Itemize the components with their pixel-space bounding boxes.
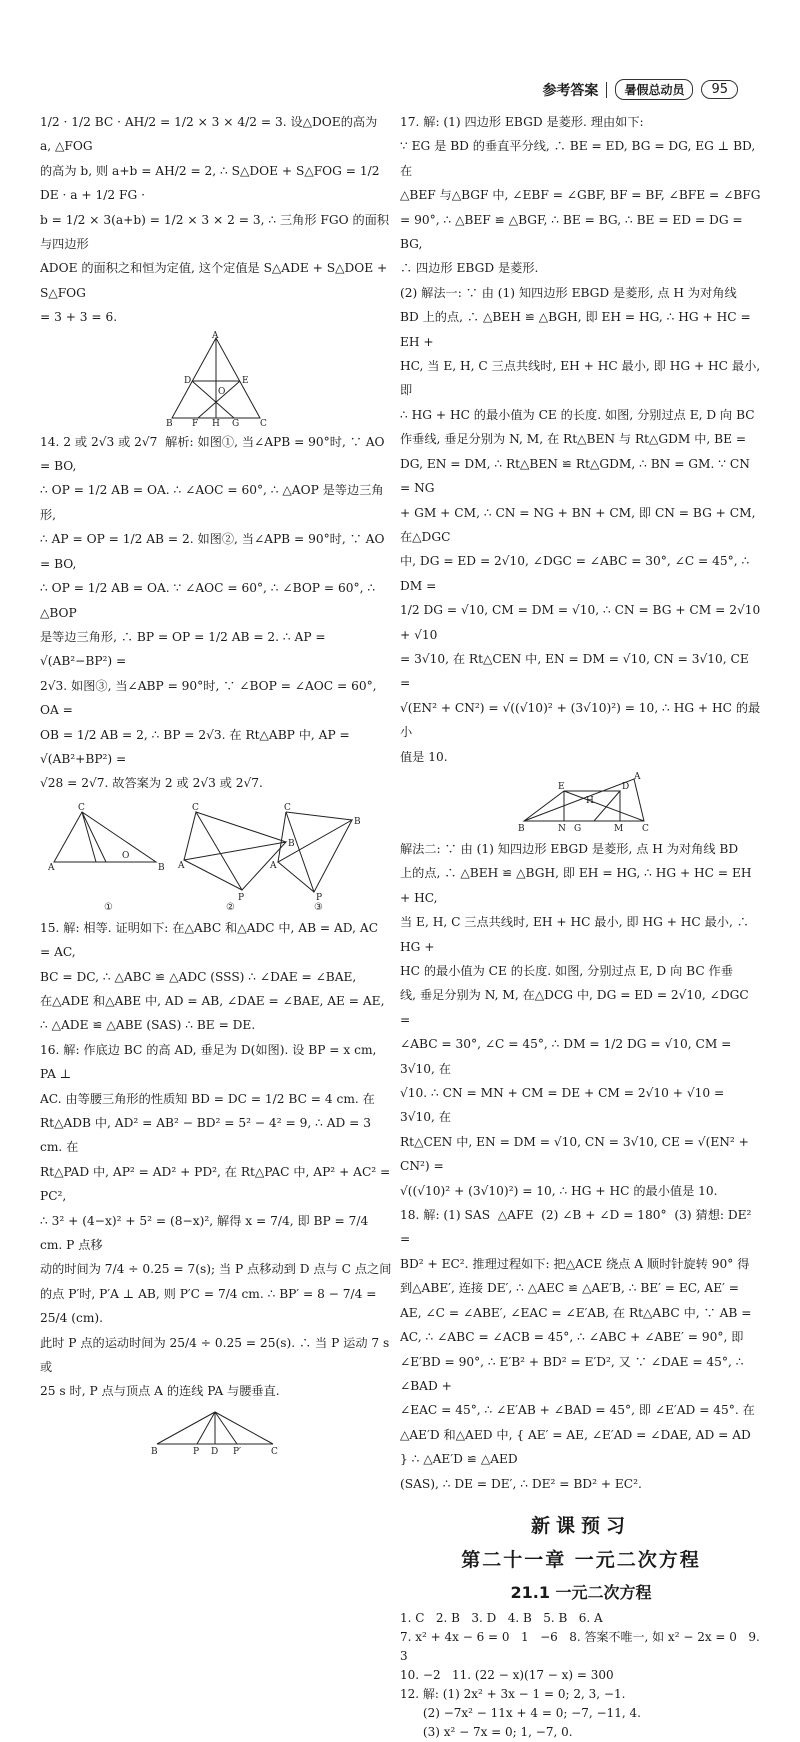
svg-text:D: D	[211, 1446, 219, 1457]
text-line: Rt△ADB 中, AD² = AB² − BD² = 5² − 4² = 9, ∴ AD = 3 cm. 在	[40, 1116, 375, 1155]
svg-text:G: G	[574, 823, 582, 834]
svg-text:H: H	[212, 418, 220, 429]
text-line: 值是 10.	[400, 749, 448, 764]
svg-text:A: A	[212, 330, 219, 341]
answer-list	[400, 1609, 762, 1742]
text-line: 中, DG = ED = 2√10, ∠DGC = ∠ABC = 30°, ∠C = 45°, ∴ DM =	[400, 554, 754, 593]
text-line: 14. 2 或 2√3 或 2√7 解析: 如图①, 当∠APB = 90°时, ∵ AO = BO,	[40, 434, 389, 474]
text-line: 15. 解: 相等. 证明如下: 在△ABC 和△ADC 中, AB = AD, AC = AC,	[40, 920, 382, 960]
problem-13-text	[40, 110, 392, 330]
text-line: ∴ HG + HC 的最小值为 CE 的长度. 如图, 分别过点 E, D 向 BC	[400, 407, 755, 422]
text-line: BD² + EC². 推理过程如下: 把△ACE 绕点 A 顺时针旋转 90° 得	[400, 1256, 750, 1271]
problem-16-text	[40, 1038, 395, 1404]
text-line: 到△ABE′, 连接 DE′, ∴ △AEC ≌ △AE′B, ∴ BE′ = EC, AE′ =	[400, 1281, 739, 1296]
svg-text:P: P	[193, 1446, 200, 1457]
answer-line: 12. 解: (1) 2x² + 3x − 1 = 0; 2, 3, −1.	[400, 1687, 626, 1702]
text-line: DG, EN = DM, ∴ Rt△BEN ≌ Rt△GDM, ∴ BN = GM. ∵ CN = NG	[400, 456, 754, 496]
answer-line: 10. −2 11. (22 − x)(17 − x) = 300	[400, 1668, 614, 1683]
problem-15-text	[40, 916, 392, 1038]
text-line: 1/2 · 1/2 BC · AH/2 = 1/2 × 3 × 4/2 = 3. 设△DOE的高为 a, △FOG	[40, 115, 382, 154]
header-divider	[606, 82, 607, 98]
svg-text:C: C	[271, 1446, 278, 1457]
svg-text:M: M	[614, 823, 624, 834]
section-title: 新课预习	[530, 1514, 631, 1537]
text-line: 此时 P 点的运动时间为 25/4 ÷ 0.25 = 25(s). ∴ 当 P 运动 7 s 或	[40, 1335, 394, 1375]
svg-text:P′: P′	[233, 1446, 242, 1457]
svg-text:D: D	[184, 375, 192, 386]
right-column	[400, 110, 765, 1742]
problem-14-text	[40, 430, 392, 796]
text-line: ADOE 的面积之和恒为定值, 这个定值是 S△ADE + S△DOE + S△FOG	[40, 261, 392, 300]
problem-17-method-1	[400, 110, 765, 769]
svg-text:B: B	[151, 1446, 158, 1457]
svg-text:E: E	[242, 375, 249, 386]
figure-label-1: ①	[104, 901, 113, 913]
text-line: 18. 解: (1) SAS △AFE (2) ∠B + ∠D = 180° (3) 猜想: DE² =	[400, 1208, 756, 1247]
header-answer-label: 参考答案	[542, 82, 599, 99]
text-line: 16. 解: 作底边 BC 的高 AD, 垂足为 D(如图). 设 BP = x cm, PA ⊥	[40, 1042, 381, 1082]
text-line: = 3√10, 在 Rt△CEN 中, EN = DM = √10, CN = 3√10, CE =	[400, 651, 753, 691]
svg-text:C: C	[642, 823, 649, 834]
svg-text:C: C	[78, 802, 85, 813]
text-line: 的点 P′时, P′A ⊥ AB, 则 P′C = 7/4 cm. ∴ BP′ = 8 − 7/4 = 25/4 (cm).	[40, 1286, 381, 1326]
svg-text:C: C	[284, 802, 291, 813]
answer-line: 7. x² + 4x − 6 = 0 1 −6 8. 答案不唯一, 如 x² − 2x = 0 9. 3	[400, 1630, 764, 1664]
svg-text:O: O	[218, 386, 226, 397]
svg-text:C: C	[260, 418, 267, 429]
svg-text:H: H	[586, 795, 594, 806]
isosceles-diagram-16	[151, 1408, 281, 1456]
text-line: BC = DC, ∴ △ABC ≌ △ADC (SSS) ∴ ∠DAE = ∠BAE,	[40, 969, 357, 984]
answer-line: (3) x² − 7x = 0; 1, −7, 0.	[400, 1725, 573, 1740]
left-column	[40, 110, 395, 1460]
text-line: ∠E′BD = 90°, ∴ E′B² + BD² = E′D², 又 ∵ ∠DAE = 45°, ∴ ∠BAD +	[400, 1354, 748, 1393]
text-line: △BEF 与△BGF 中, ∠EBF = ∠GBF, BF = BF, ∠BFE = ∠BFG	[400, 188, 761, 203]
text-line: ∴ 四边形 EBGD 是菱形.	[400, 261, 539, 276]
text-line: 上的点, ∴ △BEH ≌ △BGH, 即 EH = HG, ∴ HG + HC = EH + HC,	[400, 866, 756, 905]
lesson-title: 21.1 一元二次方程	[510, 1582, 652, 1602]
text-line: AE, ∠C = ∠ABE′, ∠EAC = ∠E′AB, 在 Rt△ABC 中, ∵ AB =	[400, 1305, 752, 1320]
text-line: 25 s 时, P 点与顶点 A 的连线 PA 与腰垂直.	[40, 1384, 280, 1399]
text-line: Rt△CEN 中, EN = DM = √10, CN = 3√10, CE = √(EN² + CN²) =	[400, 1134, 753, 1174]
svg-text:G: G	[232, 418, 240, 429]
rhombus-diagram-17	[516, 771, 649, 834]
chapter-title: 第二十一章 一元二次方程	[461, 1549, 701, 1572]
text-line: ∴ OP = 1/2 AB = OA. ∴ ∠AOC = 60°, ∴ △AOP 是等边三角形,	[40, 483, 384, 522]
text-line: HC 的最小值为 CE 的长度. 如图, 分别过点 E, D 向 BC 作垂	[400, 964, 733, 978]
text-line: ∴ AP = OP = 1/2 AB = 2. 如图②, 当∠APB = 90°时, ∵ AO = BO,	[40, 532, 389, 571]
text-line: 在△ADE 和△ABE 中, AD = AB, ∠DAE = ∠BAE, AE = AE,	[40, 993, 385, 1008]
problem-18-text	[400, 1203, 762, 1496]
text-line: Rt△PAD 中, AP² = AD² + PD², 在 Rt△PAC 中, AP² + AC² = PC²,	[40, 1164, 395, 1204]
page-header	[542, 79, 738, 100]
header-book-title: 暑假总动员	[615, 79, 693, 100]
answer-line: 1. C 2. B 3. D 4. B 5. B 6. A	[400, 1611, 603, 1626]
svg-text:B: B	[166, 418, 173, 429]
text-line: √((√10)² + (3√10)²) = 10, ∴ HG + HC 的最小值是 10.	[400, 1183, 718, 1198]
text-line: ∴ 3² + (4−x)² + 5² = (8−x)², 解得 x = 7/4, 即 BP = 7/4 cm. P 点移	[40, 1213, 373, 1253]
svg-text:P: P	[238, 892, 245, 903]
text-line: △AE′D 和△AED 中, { AE′ = AE, ∠E′AD = ∠DAE, AD = AD } ∴ △AE′D ≌ △AED	[400, 1427, 755, 1467]
svg-text:F: F	[192, 418, 199, 429]
text-line: AC, ∴ ∠ABC = ∠ACB = 45°, ∴ ∠ABC + ∠ABE′ = 90°, 即	[400, 1330, 744, 1345]
text-line: = 3 + 3 = 6.	[40, 310, 118, 325]
text-line: + GM + CM, ∴ CN = NG + BN + CM, 即 CN = BG + CM, 在△DGC	[400, 505, 760, 544]
text-line: 17. 解: (1) 四边形 EBGD 是菱形. 理由如下:	[400, 115, 644, 129]
text-line: 1/2 DG = √10, CM = DM = √10, ∴ CN = BG + CM = 2√10 + √10	[400, 603, 765, 642]
text-line: 作垂线, 垂足分别为 N, M, 在 Rt△BEN 与 Rt△GDM 中, BE =	[400, 432, 747, 447]
figures-14	[46, 800, 386, 912]
figure-label-2: ②	[226, 901, 235, 913]
text-line: HC, 当 E, H, C 三点共线时, EH + HC 最小, 即 HG + HC 最小, 即	[400, 359, 765, 398]
svg-text:B: B	[158, 862, 165, 873]
text-line: b = 1/2 × 3(a+b) = 1/2 × 3 × 2 = 3, ∴ 三角形 FGO 的面积与四边形	[40, 212, 390, 252]
text-line: ∠EAC = 45°, ∴ ∠E′AB + ∠BAD = 45°, 即 ∠E′AD = 45°. 在	[400, 1403, 755, 1418]
text-line: 的高为 b, 则 a+b = AH/2 = 2, ∴ S△DOE + S△FOG = 1/2 DE · a + 1/2 FG ·	[40, 163, 384, 203]
text-line: (SAS), ∴ DE = DE′, ∴ DE² = BD² + EC².	[400, 1476, 642, 1491]
svg-text:O: O	[122, 850, 130, 861]
figure-label-3: ③	[314, 901, 323, 913]
text-line: 2√3. 如图③, 当∠ABP = 90°时, ∵ ∠BOP = ∠AOC = 60°, OA =	[40, 678, 381, 718]
text-line: 动的时间为 7/4 ÷ 0.25 = 7(s); 当 P 点移动到 D 点与 C 点之间	[40, 1262, 392, 1277]
text-line: 线, 垂足分别为 N, M, 在△DCG 中, DG = ED = 2√10, ∠DGC =	[400, 988, 753, 1027]
text-line: ∴ OP = 1/2 AB = OA. ∵ ∠AOC = 60°, ∴ ∠BOP = 60°, ∴ △BOP	[40, 581, 379, 620]
svg-text:E: E	[558, 781, 565, 792]
text-line: ∠ABC = 30°, ∠C = 45°, ∴ DM = 1/2 DG = √10, CM = 3√10, 在	[400, 1037, 736, 1076]
svg-text:B: B	[288, 838, 295, 849]
text-line: AC. 由等腰三角形的性质知 BD = DC = 1/2 BC = 4 cm. 在	[40, 1091, 375, 1106]
svg-text:A: A	[270, 860, 277, 871]
text-line: √10. ∴ CN = MN + CM = DE + CM = 2√10 + √10 = 3√10, 在	[400, 1086, 729, 1125]
problem-17-method-2	[400, 837, 762, 1203]
text-line: 是等边三角形, ∴ BP = OP = 1/2 AB = 2. ∴ AP = √(AB²−BP²) =	[40, 629, 330, 669]
svg-text:A: A	[178, 860, 185, 871]
svg-text:N: N	[558, 823, 566, 834]
text-line: ∵ EG 是 BD 的垂直平分线, ∴ BE = ED, BG = DG, EG ⊥ BD, 在	[400, 139, 760, 178]
triangle-diagram-13	[156, 330, 276, 429]
svg-text:D: D	[622, 781, 630, 792]
svg-text:A: A	[48, 862, 55, 873]
text-line: 当 E, H, C 三点共线时, EH + HC 最小, 即 HG + HC 最小, ∴ HG +	[400, 915, 753, 954]
svg-text:A: A	[634, 771, 641, 782]
answer-line: (2) −7x² − 11x + 4 = 0; −7, −11, 4.	[400, 1706, 641, 1721]
svg-text:P: P	[316, 892, 323, 903]
page-number: 95	[701, 80, 738, 99]
text-line: 解法二: ∵ 由 (1) 知四边形 EBGD 是菱形, 点 H 为对角线 BD	[400, 841, 739, 856]
text-line: = 90°, ∴ △BEF ≌ △BGF, ∴ BE = BG, ∴ BE = ED = DG = BG,	[400, 212, 747, 252]
svg-text:B: B	[354, 816, 361, 827]
text-line: (2) 解法一: ∵ 由 (1) 知四边形 EBGD 是菱形, 点 H 为对角线	[400, 285, 737, 300]
text-line: OB = 1/2 AB = 2, ∴ BP = 2√3. 在 Rt△ABP 中, AP = √(AB²+BP²) =	[40, 727, 354, 766]
svg-text:B: B	[518, 823, 525, 834]
text-line: BD 上的点, ∴ △BEH ≌ △BGH, 即 EH = HG, ∴ HG + HC = EH +	[400, 310, 755, 349]
text-line: √(EN² + CN²) = √((√10)² + (3√10)²) = 10, ∴ HG + HC 的最小	[400, 700, 761, 740]
text-line: √28 = 2√7. 故答案为 2 或 2√3 或 2√7.	[40, 776, 263, 791]
text-line: ∴ △ADE ≌ △ABE (SAS) ∴ BE = DE.	[40, 1018, 256, 1033]
svg-text:C: C	[192, 802, 199, 813]
